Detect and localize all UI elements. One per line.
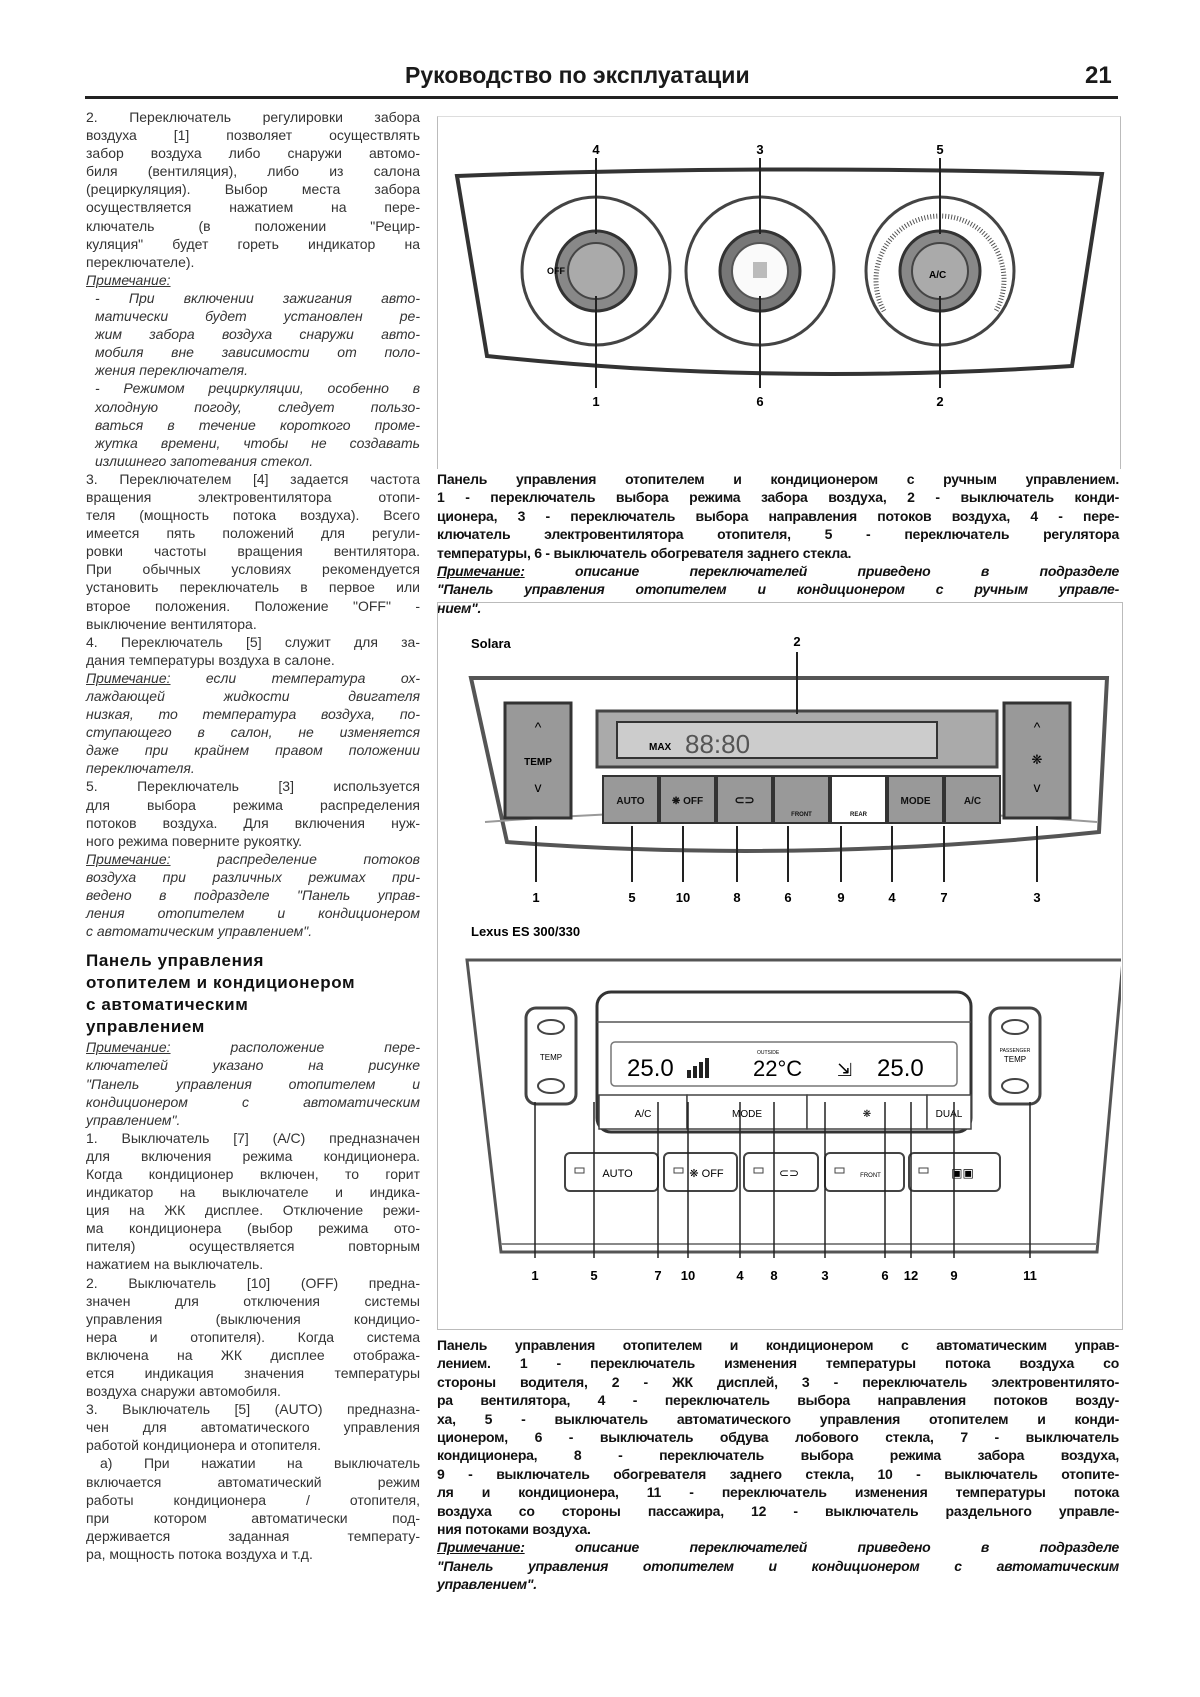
text-line: 5. Переключатель [3] используется xyxy=(86,778,420,795)
note-label: Примечание: xyxy=(437,1539,525,1556)
text-line: 4. Переключатель [5] служит для за- xyxy=(86,633,420,650)
text-line: лаждающей жидкости двигателя xyxy=(86,688,420,704)
solara-callout-10: 10 xyxy=(675,890,691,905)
svg-text:FRONT: FRONT xyxy=(791,812,812,818)
text-line: кондиционером с автоматическим xyxy=(86,1093,420,1110)
text-line: воздуха при различных режимах при- xyxy=(86,868,420,885)
text-line: ваться в течение короткого проме- xyxy=(95,416,420,433)
lexus-callout-8: 8 xyxy=(770,1268,778,1283)
page-number: 21 xyxy=(1085,62,1112,89)
text-line: вращения электровентилятора отопи- xyxy=(86,488,420,505)
solara-callout-2: 2 xyxy=(793,634,801,649)
svg-text:MODE: MODE xyxy=(732,1109,762,1120)
callout-2: 2 xyxy=(936,394,944,409)
note-label: Примечание: xyxy=(86,850,171,867)
text-line: ключатель (в положении "Рецир- xyxy=(86,217,420,234)
text-line: 9 - выключатель обогревателя заднего стекла, 10 - выключатель отопите- xyxy=(437,1465,1119,1482)
svg-text:A/C: A/C xyxy=(634,1109,652,1120)
callout-1: 1 xyxy=(592,394,600,409)
text-line: ключателей указано на рисунке xyxy=(86,1057,420,1074)
text-line: забор воздуха либо снаружи автомо- xyxy=(86,145,420,162)
lexus-callout-10: 10 xyxy=(680,1268,696,1283)
lexus-callout-6: 6 xyxy=(881,1268,889,1283)
text-line: излишнего запотевания стекол. xyxy=(95,452,314,469)
text-line: пителя) осуществляется повторным xyxy=(86,1238,420,1255)
solara-callout-8: 8 xyxy=(733,890,741,905)
note xyxy=(86,1038,420,1128)
heading-line: управлением xyxy=(86,1017,205,1037)
text-line: Когда кондиционер включен, то горит xyxy=(86,1165,420,1182)
svg-text:25.0: 25.0 xyxy=(877,1055,924,1082)
svg-text:FRONT: FRONT xyxy=(860,1173,881,1179)
text-line: ровки частоты вращения вентилятора. xyxy=(86,543,420,560)
note-text: распределение потоков xyxy=(170,850,420,867)
paragraph xyxy=(86,289,420,379)
text-line: "Панель управления отопителем и xyxy=(86,1075,420,1092)
text-line: кондиционера, 8 - переключатель выбора режима забора воздуха, xyxy=(437,1447,1119,1464)
text-line: ния потоками воздуха. xyxy=(437,1520,591,1537)
text-line: ключатель электровентилятора отопителя, 5 - переключатель регулятора xyxy=(437,526,1119,543)
text-line: включается автоматический режим xyxy=(86,1473,420,1490)
heading-line: с автоматическим xyxy=(86,995,249,1015)
text-line: теля (мощность потока воздуха). Всего xyxy=(86,507,420,524)
lexus-callout-1: 1 xyxy=(531,1268,539,1283)
solara-callout-3: 3 xyxy=(1033,890,1041,905)
text-line: - При включении зажигания авто- xyxy=(95,289,420,306)
text-line: управлением". xyxy=(437,1576,537,1593)
svg-text:A/C: A/C xyxy=(963,796,982,807)
text-line: воздуха снаружи автомобиля. xyxy=(86,1383,281,1400)
text-line: воздуха [1] позволяет осуществлять xyxy=(86,127,420,144)
text-line xyxy=(437,562,1119,580)
callout-3: 3 xyxy=(756,142,764,157)
text-line: ционера, 3 - переключатель выбора направления потоков воздуха, 4 - пере- xyxy=(437,507,1119,524)
paragraph xyxy=(86,1274,420,1401)
text-line: биля (вентиляция), либо из салона xyxy=(86,163,420,180)
note xyxy=(86,271,420,289)
lexus-callout-3: 3 xyxy=(821,1268,829,1283)
svg-text:❋: ❋ xyxy=(1031,752,1043,767)
lexus-callout-9: 9 xyxy=(950,1268,958,1283)
text-line: держивается заданная температу- xyxy=(86,1527,420,1544)
text-line: имеется пять положений для регули- xyxy=(86,525,420,542)
svg-text:^: ^ xyxy=(534,719,542,735)
text-line: низкая, то температура воздуха, по- xyxy=(86,706,420,723)
text-line: работой кондиционера и отопителя. xyxy=(86,1437,322,1454)
text-line xyxy=(86,669,420,687)
lexus-callout-12: 12 xyxy=(903,1268,919,1283)
svg-text:MODE: MODE xyxy=(900,796,931,807)
text-line: 1 - переключатель выбора режима забора воздуха, 2 - выключатель конди- xyxy=(437,489,1119,506)
text-line: Панель управления отопителем и кондиционером с ручным управлением. xyxy=(437,471,1119,487)
paragraph xyxy=(86,1129,420,1274)
lexus-callout-5: 5 xyxy=(590,1268,598,1283)
svg-text:OUTSIDE: OUTSIDE xyxy=(757,1050,780,1056)
figure-manual-caption xyxy=(437,470,1119,617)
svg-text:v: v xyxy=(534,779,542,795)
lexus-callout-7: 7 xyxy=(654,1268,662,1283)
text-line: ления отопителем и кондиционером xyxy=(86,905,420,922)
left-text-column xyxy=(86,108,420,1563)
text-line: "Панель управления отопителем и кондиционером с автоматическим xyxy=(437,1557,1119,1574)
svg-text:TEMP: TEMP xyxy=(539,1053,563,1062)
solara-callout-6: 6 xyxy=(784,890,792,905)
lexus-callout-4: 4 xyxy=(736,1268,744,1283)
svg-text:22°C: 22°C xyxy=(753,1056,803,1081)
section-heading xyxy=(86,950,420,1038)
note-label: Примечание: xyxy=(86,1039,171,1056)
recirculation-icon: ⊂⊃ xyxy=(734,793,755,807)
note xyxy=(86,850,420,940)
paragraph xyxy=(86,379,420,469)
note-text: описание переключателей приведено в подразделе xyxy=(524,562,1119,579)
text-line xyxy=(86,1038,420,1056)
svg-text:25.0: 25.0 xyxy=(627,1055,674,1082)
text-line: ля и кондиционера, 11 - переключатель изменения температуры потока xyxy=(437,1484,1119,1501)
svg-text:❋ OFF: ❋ OFF xyxy=(689,1168,724,1180)
note-text: если температура ох- xyxy=(170,669,420,686)
paragraph xyxy=(86,1400,420,1454)
rear-defrost-icon xyxy=(753,262,767,278)
text-line: ется индикация значения температуры xyxy=(86,1365,420,1381)
text-line: ведено в подразделе "Панель управ- xyxy=(86,887,420,904)
text-line: жутка времени, чтобы не создавать xyxy=(95,434,420,451)
text-line: 2. Выключатель [10] (OFF) предна- xyxy=(86,1274,420,1291)
text-line: ного режима поверните рукоятку. xyxy=(86,832,303,849)
text-line: нера и отопителя). Когда система xyxy=(86,1328,420,1345)
text-line: с автоматическим управлением". xyxy=(86,923,313,940)
figure-auto-panels xyxy=(437,602,1121,1328)
svg-text:❋: ❋ xyxy=(862,1109,872,1120)
text-line: ция на ЖК дисплее. Отключение режи- xyxy=(86,1202,420,1219)
running-title: Руководство по эксплуатации xyxy=(405,62,750,88)
note-label: Примечание: xyxy=(437,562,525,579)
text-line: осуществляется нажатием на пере- xyxy=(86,199,420,216)
text-line xyxy=(86,271,420,289)
paragraph xyxy=(86,108,420,271)
figure-auto-caption xyxy=(437,1336,1119,1593)
text-line: дания температуры воздуха в салоне. xyxy=(86,651,335,668)
text-line: матически будет установлен ре- xyxy=(95,308,420,325)
ac-label: A/C xyxy=(929,270,947,281)
text-line: для включения режима кондиционера. xyxy=(86,1147,420,1164)
solara-buttons xyxy=(603,776,1000,823)
text-line: - Режимом рециркуляции, особенно в xyxy=(95,380,420,397)
lexus-callout-11: 11 xyxy=(1023,1268,1037,1283)
solara-callout-7: 7 xyxy=(940,890,948,905)
solara-callout-5: 5 xyxy=(628,890,636,905)
callout-4: 4 xyxy=(592,142,600,157)
text-line: для выбора режима распределения xyxy=(86,796,420,813)
text-line: 3. Переключателем [4] задается частота xyxy=(86,470,420,487)
svg-text:AUTO: AUTO xyxy=(602,1168,633,1180)
paragraph xyxy=(86,777,420,849)
note-text: расположение пере- xyxy=(170,1039,420,1056)
paragraph xyxy=(437,470,1119,562)
solara-callout-4: 4 xyxy=(888,890,896,905)
text-line: переключателя. xyxy=(86,760,195,777)
text-line: второе положения. Положение "OFF" - xyxy=(86,597,420,614)
figure-manual-panel xyxy=(437,116,1120,468)
svg-text:MAX: MAX xyxy=(649,742,672,753)
text-line: 3. Выключатель [5] (AUTO) предназна- xyxy=(86,1401,420,1418)
text-line: 1. Выключатель [7] (A/C) предназначен xyxy=(86,1129,420,1146)
header-rule xyxy=(85,96,1118,99)
text-line xyxy=(86,850,420,868)
svg-text:AUTO: AUTO xyxy=(616,796,645,807)
recirculation-icon: ⊂⊃ xyxy=(778,1166,800,1180)
text-line: управления (выключения кондицио- xyxy=(86,1310,420,1327)
svg-text:PASSENGER: PASSENGER xyxy=(999,1048,1031,1054)
text-line: мобиля вне зависимости от поло- xyxy=(95,344,420,361)
text-line: индикатор на выключателе и индика- xyxy=(86,1184,420,1201)
text-line: ха, 5 - выключатель автоматического управления отопителем и конди- xyxy=(437,1410,1119,1427)
text-line: значен для отключения системы xyxy=(86,1292,420,1309)
text-line: ступающего в салон, не изменяется xyxy=(86,724,420,741)
text-line: стороны водителя, 2 - ЖК дисплей, 3 - переключатель электровентилято- xyxy=(437,1373,1119,1390)
text-line: "Панель управления отопителем и кондиционером с ручным управле- xyxy=(437,581,1119,598)
svg-text:❋ OFF: ❋ OFF xyxy=(671,796,704,807)
heading-line: Панель управления xyxy=(86,951,265,971)
callout-5: 5 xyxy=(936,142,944,157)
text-line: при котором автоматически под- xyxy=(86,1509,420,1526)
text-line: выключение вентилятора. xyxy=(86,615,257,632)
svg-text:^: ^ xyxy=(1033,719,1041,735)
lexus-panel xyxy=(467,960,1121,1252)
svg-text:TEMP: TEMP xyxy=(524,757,552,768)
paragraph xyxy=(86,1454,420,1563)
svg-text:v: v xyxy=(1033,779,1041,795)
text-line: температуры, 6 - выключатель обогревателя заднего стекла. xyxy=(437,544,852,561)
text-line: управлением". xyxy=(86,1111,181,1128)
note xyxy=(437,1538,1119,1593)
text-line: включена на ЖК дисплее отобража- xyxy=(86,1346,420,1363)
text-line: ционером, 6 - выключатель обдува лобового стекла, 7 - выключатель xyxy=(437,1428,1119,1445)
svg-text:DUAL: DUAL xyxy=(935,1109,963,1120)
text-line: (рециркуляция). Выбор места забора xyxy=(86,181,420,198)
text-line: ра, мощность потока воздуха и т.д. xyxy=(86,1545,313,1562)
text-line: куляция" будет гореть индикатор на xyxy=(86,235,420,252)
text-line: работы кондиционера / отопителя, xyxy=(86,1491,420,1508)
text-line: установить переключатель в первое или xyxy=(86,579,420,596)
text-line: даже при крайнем правом положении xyxy=(86,742,420,759)
text-line xyxy=(437,1538,1119,1556)
lexus-button-3 xyxy=(825,1153,904,1191)
note-label: Примечание: xyxy=(86,669,171,686)
solara-callout-9: 9 xyxy=(837,890,845,905)
text-line: холодную погоду, следует пользо- xyxy=(95,398,420,415)
text-line: а) При нажатии на выключатель xyxy=(100,1455,420,1472)
svg-text:TEMP: TEMP xyxy=(1003,1055,1027,1064)
note-label: Примечание: xyxy=(86,271,171,288)
solara-title: Solara xyxy=(471,636,511,651)
text-line: переключателе). xyxy=(86,253,195,270)
callout-6: 6 xyxy=(756,394,764,409)
text-line: ма кондиционера (выбор режима ото- xyxy=(86,1220,420,1237)
text-line: чен для автоматического управления xyxy=(86,1419,420,1436)
text-line: жим забора воздуха снаружи авто- xyxy=(95,326,420,343)
paragraph xyxy=(437,1336,1119,1538)
off-label: OFF xyxy=(547,266,565,276)
text-line: Панель управления отопителем и кондиционером с автоматическим управ- xyxy=(437,1337,1119,1353)
solara-panel xyxy=(471,678,1107,851)
text-line: жения переключателя. xyxy=(95,362,249,379)
paragraph xyxy=(86,633,420,669)
heading-line: отопителем и кондиционером xyxy=(86,973,356,993)
rear-defrost-icon: ▣▣ xyxy=(951,1166,974,1180)
note xyxy=(86,669,420,778)
text-line: 2. Переключатель регулировки забора xyxy=(86,109,420,125)
text-line: ра вентилятора, 4 - переключатель выбора направления потоков возду- xyxy=(437,1392,1119,1409)
lexus-title: Lexus ES 300/330 xyxy=(471,924,581,939)
solara-callout-1: 1 xyxy=(532,890,540,905)
airflow-icon: ⇲ xyxy=(837,1060,853,1080)
text-line: лением. 1 - переключатель изменения температуры потока воздуха со xyxy=(437,1355,1119,1372)
text-line: При обычных условиях рекомендуется xyxy=(86,561,420,578)
text-line: нажатием на выключатель. xyxy=(86,1256,264,1273)
svg-text:REAR: REAR xyxy=(849,812,868,818)
text-line: нием". xyxy=(437,599,482,616)
paragraph xyxy=(86,470,420,633)
svg-text:88:80: 88:80 xyxy=(685,729,751,759)
text-line: воздуха со стороны пассажира, 12 - выключатель раздельного управле- xyxy=(437,1502,1119,1519)
note-text: описание переключателей приведено в подразделе xyxy=(524,1539,1119,1556)
text-line: потоков воздуха. Для включения нуж- xyxy=(86,814,420,831)
